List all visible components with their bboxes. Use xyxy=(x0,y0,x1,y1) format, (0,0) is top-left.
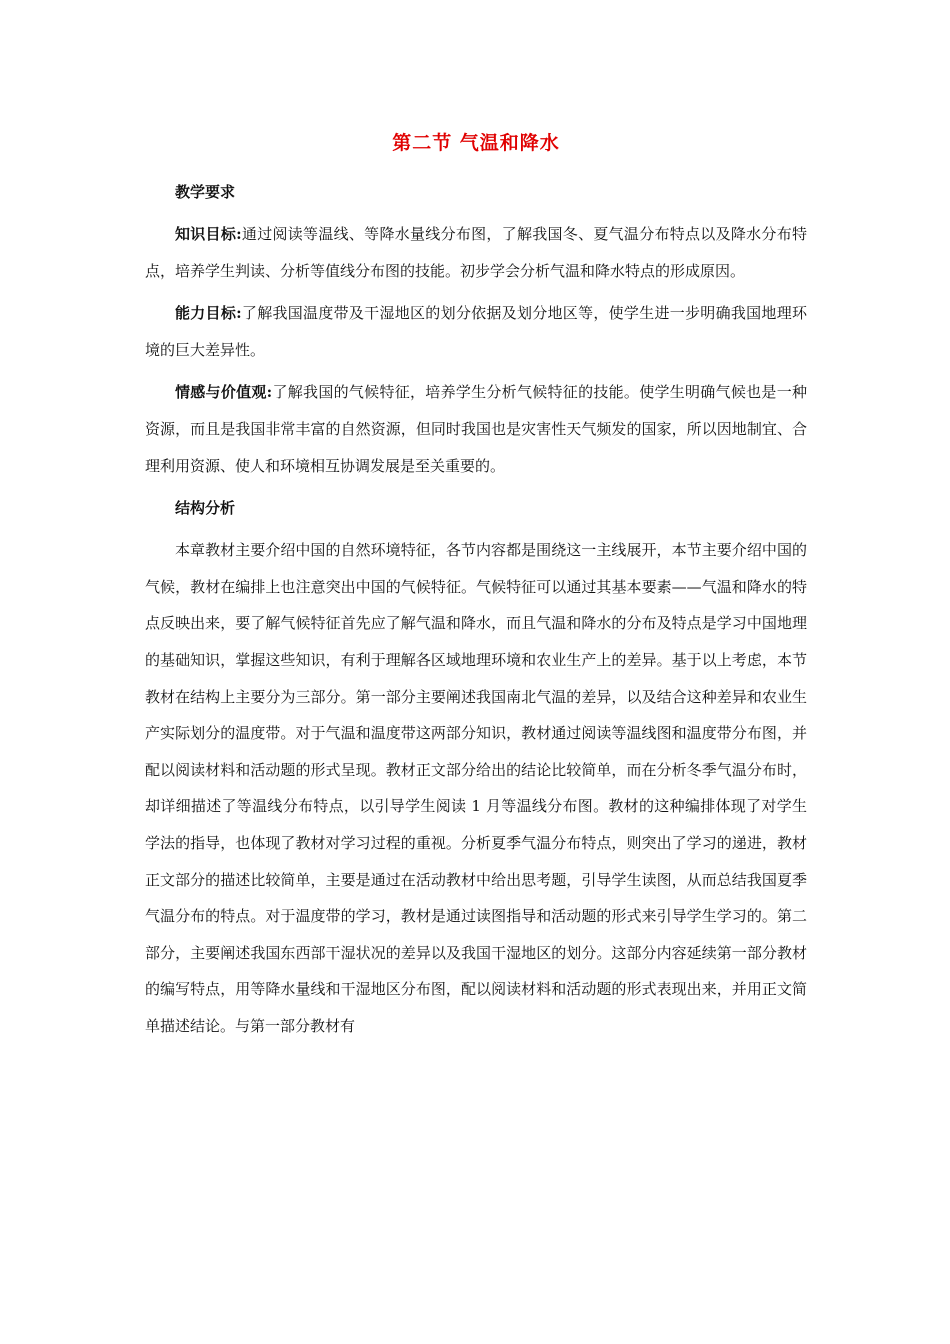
knowledge-goal-label: 知识目标: xyxy=(175,225,242,243)
ability-goal-paragraph xyxy=(145,295,807,368)
emotion-values-text: 了解我国的气候特征，培养学生分析气候特征的技能。使学生明确气候也是一种资源，而且是我国非常丰富的自然资源，但同时我国也是灾害性天气频发的国家，所以因地制宜、合理利用资源、使人和环境相互协调发展是至关重要的。 xyxy=(145,383,807,475)
page-title: 第二节 气温和降水 xyxy=(392,132,560,154)
ability-goal-text: 了解我国温度带及干湿地区的划分依据及划分地区等，使学生进一步明确我国地理环境的巨大差异性。 xyxy=(145,304,807,359)
section-heading-teaching-requirements: 教学要求 xyxy=(175,183,236,201)
emotion-values-paragraph xyxy=(145,374,807,484)
ability-goal-label: 能力目标: xyxy=(175,304,242,323)
knowledge-goal-text: 通过阅读等温线、等降水量线分布图，了解我国冬、夏气温分布特点以及降水分布特点，培养学生判读、分析等值线分布图的技能。初步学会分析气温和降水特点的形成原因。 xyxy=(145,225,807,280)
structure-analysis-paragraph: 本章教材主要介绍中国的自然环境特征，各节内容都是围绕这一主线展开，本节主要介绍中国的气候，教材在编排上也注意突出中国的气候特征。气候特征可以通过其基本要素——气温和降水的特点反映出来，要了解气候特征首先应了解气温和降水，而且气温和降水的分布及特点是学习中国地理的基础知识，掌握这些知识，有利于理解各区域地理环境和农业生产上的差异。基于以上考虑，本节教材在结构上主要分为三部分。第一部分主要阐述我国南北气温的差异，以及结合这种差异和农业生产实际划分的温度带。对于气温和温度带这两部分知识，教材通过阅读等温线图和温度带分布图，并配以阅读材料和活动题的形式呈现。教材正文部分给出的结论比较简单，而在分析冬季气温分布时，却详细描述了等温线分布特点，以引导学生阅读 1 月等温线分布图。教材的这种编排体现了对学生学法的指导，也体现了教材对学习过程的重视。分析夏季气温分布特点，则突出了学习的递进，教材正文部分的描述比较简单，主要是通过在活动教材中给出思考题，引导学生读图，从而总结我国夏季气温分布的特点。对于温度带的学习，教材是通过读图指导和活动题的形式来引导学生学习的。第二部分，主要阐述我国东西部干湿状况的差异以及我国干湿地区的划分。这部分内容延续第一部分教材的编写特点，用等降水量线和干湿地区分布图，配以阅读材料和活动题的形式表现出来，并用正文简单描述结论。与第一部分教材有 xyxy=(145,541,807,1035)
knowledge-goal-paragraph xyxy=(145,216,807,289)
document-body xyxy=(145,128,807,1050)
emotion-values-label: 情感与价值观: xyxy=(175,383,273,402)
section-heading-structure-analysis: 结构分析 xyxy=(175,499,236,518)
